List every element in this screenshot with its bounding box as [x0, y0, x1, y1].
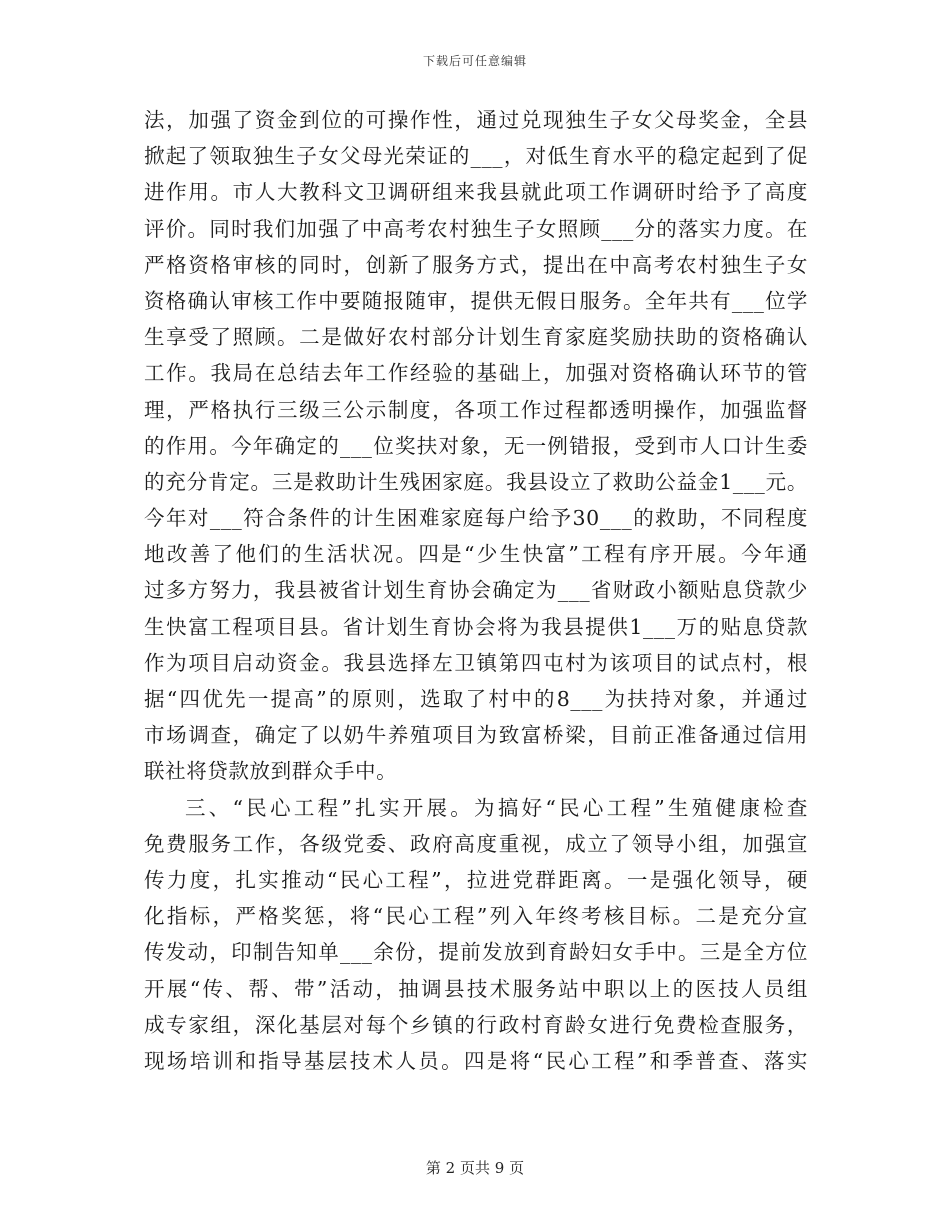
page-number: 第 2 页共 9 页 [425, 1159, 525, 1177]
text-line: 工作。我局在总结去年工作经验的基础上，加强对资格确认环节的管 [144, 361, 808, 386]
text-line: 市场调查，确定了以奶牛养殖项目为致富桥梁，目前正准备通过信用 [144, 723, 808, 748]
text-line: 今年对___符合条件的计生困难家庭每户给予30___的救助，不同程度 [144, 506, 808, 531]
text-line: 联社将贷款放到群众手中。 [144, 759, 398, 784]
text-line: 的作用。今年确定的___位奖扶对象，无一例错报，受到市人口计生委 [144, 433, 808, 458]
text-line: 掀起了领取独生子女父母光荣证的___，对低生育水平的稳定起到了促 [144, 144, 808, 169]
page-header: 下载后可任意编辑 [422, 54, 527, 68]
text-line: 理，严格执行三级三公示制度，各项工作过程都透明操作，加强监督 [144, 397, 808, 422]
text-line: 法，加强了资金到位的可操作性，通过兑现独生子女父母奖金，全县 [144, 108, 808, 132]
paragraph-2 [144, 790, 808, 1080]
text-line: 开展“传、帮、带”活动，抽调县技术服务站中职以上的医技人员组 [144, 976, 808, 1001]
paragraph-1 [144, 102, 808, 790]
text-line: 的充分肯定。三是救助计生残困家庭。我县设立了救助公益金1___元。 [144, 469, 808, 494]
text-line: 评价。同时我们加强了中高考农村独生子女照顾___分的落实力度。在 [144, 216, 808, 241]
text-line: 现场培训和指导基层技术人员。四是将“民心工程”和季普查、落实 [144, 1048, 808, 1073]
text-line: 资格确认审核工作中要随报随审，提供无假日服务。全年共有___位学 [144, 288, 808, 313]
text-line: 生享受了照顾。二是做好农村部分计划生育家庭奖励扶助的资格确认 [144, 325, 808, 350]
text-line: 成专家组，深化基层对每个乡镇的行政村育龄女进行免费检查服务， [144, 1012, 808, 1037]
text-line: 过多方努力，我县被省计划生育协会确定为___省财政小额贴息贷款少 [144, 578, 808, 603]
text-line: 传力度，扎实推动“民心工程”，拉进党群距离。一是强化领导，硬 [144, 867, 808, 892]
text-line: 免费服务工作，各级党委、政府高度重视，成立了领导小组，加强宣 [144, 831, 808, 856]
text-line: 作为项目启动资金。我县选择左卫镇第四屯村为该项目的试点村，根 [144, 650, 808, 675]
text-line: 三、“民心工程”扎实开展。为搞好“民心工程”生殖健康检查 [185, 795, 808, 820]
text-line: 地改善了他们的生活状况。四是“少生快富”工程有序开展。今年通 [144, 542, 808, 567]
text-line: 传发动，印制告知单___余份，提前发放到育龄妇女手中。三是全方位 [144, 940, 808, 965]
text-line: 生快富工程项目县。省计划生育协会将为我县提供1___万的贴息贷款 [144, 614, 808, 639]
document-body [144, 102, 808, 1079]
text-line: 进作用。市人大教科文卫调研组来我县就此项工作调研时给予了高度 [144, 180, 808, 205]
text-line: 化指标，严格奖惩，将“民心工程”列入年终考核目标。二是充分宣 [144, 904, 808, 929]
text-line: 据“四优先一提高”的原则，选取了村中的8___为扶持对象，并通过 [144, 687, 808, 711]
text-line: 严格资格审核的同时，创新了服务方式，提出在中高考农村独生子女 [144, 252, 808, 277]
